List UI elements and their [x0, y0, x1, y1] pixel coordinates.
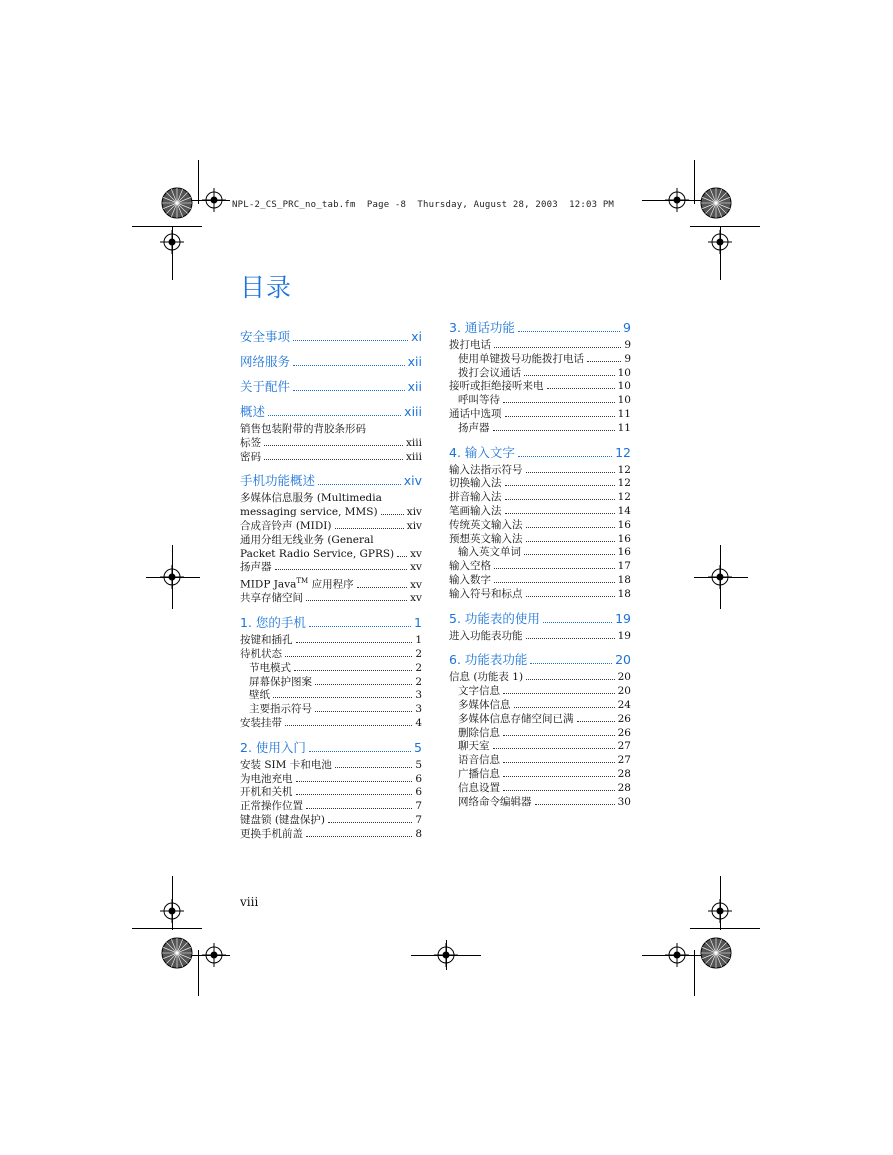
dot-leader [493, 430, 615, 431]
toc-entry-text: 通话中选项 [449, 407, 502, 420]
toc-page-number: 9 [624, 352, 631, 365]
toc-entry[interactable] [449, 560, 631, 574]
toc-entry-text: 输入符号和标点 [449, 587, 523, 600]
toc-entry-text: 合成音铃声 (MIDI) [240, 519, 332, 532]
toc-page-number: 5 [415, 758, 422, 771]
dot-leader [275, 569, 408, 570]
dot-leader [530, 663, 612, 664]
dot-leader [505, 499, 615, 500]
toc-entry-text: 拼音输入法 [449, 491, 502, 504]
toc-entry[interactable] [240, 520, 422, 534]
toc-section-heading[interactable] [449, 652, 631, 668]
toc-page-number: 19 [617, 629, 631, 642]
toc-section-heading[interactable] [240, 354, 422, 370]
dot-leader [526, 527, 615, 528]
toc-entry-text: 通用分组无线业务 (General [240, 533, 374, 546]
toc-entry-text: 销售包装附带的背胶条形码 [240, 423, 366, 435]
toc-page-number: 7 [415, 814, 422, 827]
dot-leader [318, 484, 401, 485]
dot-leader [381, 514, 404, 515]
dot-leader [293, 340, 408, 341]
toc-page-number: 17 [617, 560, 631, 573]
toc-entry[interactable] [240, 592, 422, 606]
toc-entry-text: 更换手机前盖 [240, 827, 303, 840]
toc-entry-text: 开机和关机 [240, 786, 293, 799]
toc-page-number: xi [411, 329, 422, 344]
toc-page-number: xv [410, 592, 422, 605]
dot-leader [285, 656, 412, 657]
toc-page-number: 27 [617, 754, 631, 767]
dot-leader [293, 365, 405, 366]
dot-leader [503, 762, 615, 763]
page-title: 目录 [240, 273, 293, 302]
toc-page-number: 1 [415, 634, 422, 647]
dot-leader [296, 781, 413, 782]
toc-entry-text: 呼叫等待 [458, 394, 500, 407]
toc-subentry[interactable] [449, 740, 631, 754]
toc-entry-text: 拨打会议通话 [458, 366, 521, 379]
toc-entry-text: 预想英文输入法 [449, 532, 523, 545]
dot-leader [494, 347, 621, 348]
toc-subentry[interactable] [449, 782, 631, 796]
toc-entry-text: 接听或拒绝接听来电 [449, 380, 544, 393]
toc-entry-text: 进入功能表功能 [449, 629, 523, 642]
toc-entry[interactable] [449, 533, 631, 547]
toc-entry-text: MIDP Java™ 应用程序 [240, 577, 354, 591]
toc-subentry[interactable] [449, 713, 631, 727]
toc-page-number: 10 [617, 366, 631, 379]
toc-section-heading[interactable] [240, 329, 422, 345]
dot-leader [264, 445, 403, 446]
toc-page-number: 4 [415, 717, 422, 730]
toc-page-number: 14 [617, 504, 631, 517]
toc-subentry[interactable] [240, 703, 422, 717]
dot-leader [335, 528, 404, 529]
toc-entry[interactable] [240, 648, 422, 662]
toc-page-number: xiii [406, 436, 422, 449]
toc-page-number: 12 [615, 444, 631, 460]
toc-entry-text: 3. 通话功能 [449, 320, 515, 335]
toc-entry-text: 关于配件 [240, 379, 291, 394]
dot-leader [505, 513, 615, 514]
toc-right-column [449, 320, 631, 809]
toc-page-number: 9 [623, 320, 631, 335]
toc-entry[interactable] [240, 773, 422, 787]
toc-entry[interactable] [449, 491, 631, 505]
dot-leader [503, 402, 615, 403]
toc-page-number: xiii [406, 450, 422, 463]
toc-entry-text: 安装 SIM 卡和电池 [240, 758, 332, 771]
file-slug: NPL-2_CS_PRC_no_tab.fm Page -8 Thursday, August 28, 2003 12:03 PM [232, 200, 615, 210]
toc-entry-text: 输入法指示符号 [449, 463, 523, 476]
dot-leader [306, 808, 412, 809]
toc-page-number: 26 [617, 726, 631, 739]
toc-entry-text: 壁纸 [249, 689, 270, 702]
toc-section-heading[interactable] [240, 740, 422, 756]
dot-leader [503, 790, 615, 791]
dot-leader [328, 822, 412, 823]
toc-page-number: 26 [617, 712, 631, 725]
toc-entry[interactable] [240, 575, 422, 592]
toc-page-number: xii [407, 354, 422, 369]
toc-entry-text: 文字信息 [458, 685, 500, 698]
dot-leader [543, 622, 612, 623]
dot-leader [306, 836, 412, 837]
toc-entry-text: 键盘锁 (键盘保护) [240, 814, 326, 827]
toc-page-number: 20 [617, 685, 631, 698]
toc-page-number: 30 [617, 795, 631, 808]
toc-entry[interactable] [449, 380, 631, 394]
toc-entry-text: 多媒体信息服务 (Multimedia [240, 492, 382, 505]
dot-leader [285, 725, 412, 726]
dot-leader [306, 600, 407, 601]
toc-page-number: xiv [403, 473, 422, 489]
toc-entry[interactable] [449, 671, 631, 685]
toc-subentry[interactable] [240, 676, 422, 690]
dot-leader [309, 751, 411, 752]
toc-entry[interactable] [240, 437, 422, 451]
dot-leader [535, 804, 615, 805]
toc-section-heading[interactable] [240, 379, 422, 395]
toc-entry[interactable] [449, 574, 631, 588]
toc-page-number: 12 [617, 477, 631, 490]
toc-entry-text: 扬声器 [458, 421, 490, 434]
toc-page-number: 12 [617, 491, 631, 504]
dot-leader [503, 693, 615, 694]
toc-page-number: 2 [415, 661, 422, 674]
dot-leader [524, 554, 615, 555]
toc-page-number: 11 [617, 407, 631, 420]
toc-entry[interactable] [240, 828, 422, 842]
toc-entry-text: 信息 (功能表 1) [449, 671, 524, 684]
toc-entry-text: 网络服务 [240, 354, 291, 369]
toc-entry-text: 手机功能概述 [240, 473, 316, 489]
toc-page-number: xv [410, 578, 422, 591]
toc-page-number: 2 [415, 648, 422, 661]
toc-page-number: 6 [415, 786, 422, 799]
toc-entry-text: 节电模式 [249, 661, 291, 674]
toc-left-column [240, 320, 422, 842]
toc-section-heading[interactable] [240, 404, 422, 420]
toc-entry-text: 6. 功能表功能 [449, 652, 528, 668]
toc-page-number: 3 [415, 703, 422, 716]
toc-page-number: 3 [415, 689, 422, 702]
toc-section-heading[interactable] [449, 611, 631, 627]
toc-page-number: 19 [615, 610, 631, 626]
toc-subentry[interactable] [240, 689, 422, 703]
dot-leader [514, 707, 615, 708]
toc-entry-text: 输入数字 [449, 573, 491, 586]
dot-leader [493, 748, 615, 749]
toc-entry-line[interactable] [240, 423, 422, 437]
dot-leader [526, 472, 615, 473]
toc-entry-text: 屏幕保护图案 [249, 675, 312, 688]
toc-page-number: 16 [617, 518, 631, 531]
toc-entry-text: 聊天室 [458, 740, 490, 753]
toc-page-number: 12 [617, 463, 631, 476]
toc-entry-text: 信息设置 [458, 781, 500, 794]
toc-page-number: 28 [617, 781, 631, 794]
toc-entry-text: 多媒体信息 [458, 698, 511, 711]
toc-entry-line[interactable] [240, 492, 422, 506]
toc-subentry[interactable] [449, 754, 631, 768]
toc-entry-text: 删除信息 [458, 726, 500, 739]
dot-leader [518, 456, 612, 457]
toc-entry[interactable] [240, 561, 422, 575]
toc-section-heading[interactable] [449, 445, 631, 461]
dot-leader [494, 582, 615, 583]
toc-entry-text: Packet Radio Service, GPRS) [240, 547, 395, 560]
toc-section-heading[interactable] [449, 320, 631, 336]
toc-page-number: 5 [414, 739, 422, 755]
toc-page-number: 18 [617, 587, 631, 600]
dot-leader [264, 459, 403, 460]
dot-leader [503, 776, 615, 777]
toc-entry[interactable] [449, 588, 631, 602]
dot-leader [526, 541, 615, 542]
toc-entry-text: 共享存储空间 [240, 592, 303, 605]
toc-page-number: 20 [615, 652, 631, 668]
toc-page-number: xiv [406, 519, 422, 532]
toc-subentry[interactable] [449, 699, 631, 713]
toc-page-number: 28 [617, 767, 631, 780]
toc-entry[interactable] [240, 506, 422, 520]
dot-leader [357, 587, 408, 588]
page-number: viii [240, 895, 259, 909]
toc-page-number: 18 [617, 573, 631, 586]
toc-entry-text: 传统英文输入法 [449, 518, 523, 531]
toc-subentry[interactable] [449, 367, 631, 381]
toc-page-number: 10 [617, 394, 631, 407]
dot-leader [505, 485, 615, 486]
toc-entry-text: 多媒体信息存储空间已满 [458, 712, 574, 725]
toc-entry-text: 笔画输入法 [449, 504, 502, 517]
dot-leader [587, 361, 621, 362]
toc-entry[interactable] [240, 814, 422, 828]
dot-leader [526, 596, 615, 597]
toc-page-number: 20 [617, 671, 631, 684]
dot-leader [526, 679, 615, 680]
toc-entry-text: 2. 使用入门 [240, 739, 306, 755]
toc-subentry[interactable] [449, 546, 631, 560]
dot-leader [293, 390, 405, 391]
toc-subentry[interactable] [449, 685, 631, 699]
toc-subentry[interactable] [449, 353, 631, 367]
toc-entry-text: messaging service, MMS) [240, 506, 378, 519]
toc-entry-text: 概述 [240, 404, 266, 419]
toc-subentry[interactable] [449, 422, 631, 436]
toc-entry[interactable] [240, 717, 422, 731]
toc-entry-text: 输入空格 [449, 560, 491, 573]
toc-page-number: xii [407, 379, 422, 394]
toc-entry[interactable] [240, 634, 422, 648]
toc-entry[interactable] [240, 451, 422, 465]
toc-page-number: xv [410, 547, 422, 560]
dot-leader [294, 670, 412, 671]
toc-entry-text: 输入英文单词 [458, 546, 521, 559]
toc-entry-text: 安装挂带 [240, 717, 282, 730]
dot-leader [268, 415, 401, 416]
toc-entry[interactable] [240, 548, 422, 562]
toc-subentry[interactable] [449, 394, 631, 408]
toc-entry[interactable] [449, 519, 631, 533]
dot-leader [273, 697, 412, 698]
toc-page-number: 7 [415, 800, 422, 813]
toc-page-number: 2 [415, 675, 422, 688]
toc-page-number: 11 [617, 421, 631, 434]
toc-page-number: 1 [414, 615, 422, 631]
dot-leader [296, 642, 413, 643]
dot-leader [315, 684, 412, 685]
toc-page-number: xiii [404, 404, 422, 419]
toc-entry[interactable] [449, 339, 631, 353]
toc-subentry[interactable] [240, 662, 422, 676]
toc-entry-text: 密码 [240, 450, 261, 463]
toc-entry-line[interactable] [240, 534, 422, 548]
toc-page-number: 16 [617, 532, 631, 545]
toc-entry-text: 使用单键拨号功能拨打电话 [458, 352, 584, 365]
toc-entry-text: 扬声器 [240, 561, 272, 574]
dot-leader [526, 638, 615, 639]
dot-leader [503, 735, 615, 736]
dot-leader [315, 711, 412, 712]
toc-entry-text: 正常操作位置 [240, 800, 303, 813]
toc-entry-text: 按键和插孔 [240, 634, 293, 647]
toc-page-number: 27 [617, 740, 631, 753]
toc-entry[interactable] [449, 505, 631, 519]
toc-entry-text: 语音信息 [458, 754, 500, 767]
toc-entry[interactable] [449, 477, 631, 491]
toc-entry[interactable] [449, 464, 631, 478]
dot-leader [494, 568, 615, 569]
toc-entry-text: 5. 功能表的使用 [449, 610, 540, 626]
toc-entry-text: 网络命令编辑器 [458, 795, 532, 808]
toc-entry-text: 安全事项 [240, 329, 291, 344]
toc-section-heading[interactable] [240, 473, 422, 489]
toc-page-number: 6 [415, 772, 422, 785]
toc-entry[interactable] [240, 800, 422, 814]
toc-entry-text: 4. 输入文字 [449, 444, 515, 460]
toc-entry-text: 拨打电话 [449, 339, 491, 351]
dot-leader [505, 416, 615, 417]
dot-leader [518, 331, 620, 332]
toc-entry-text: 1. 您的手机 [240, 615, 306, 631]
toc-entry-text: 广播信息 [458, 767, 500, 780]
toc-entry[interactable] [449, 408, 631, 422]
toc-entry-text: 标签 [240, 436, 261, 449]
toc-page-number: 10 [617, 380, 631, 393]
toc-entry-text: 切换输入法 [449, 477, 502, 490]
toc-subentry[interactable] [449, 768, 631, 782]
toc-page-number: 16 [617, 546, 631, 559]
dot-leader [309, 626, 411, 627]
dot-leader [524, 375, 615, 376]
toc-entry-text: 待机状态 [240, 648, 282, 661]
toc-entry-text: 主要指示符号 [249, 703, 312, 716]
toc-page-number: xiv [406, 506, 422, 519]
toc-page-number: 9 [624, 339, 631, 351]
dot-leader [577, 721, 615, 722]
dot-leader [397, 556, 407, 557]
dot-leader [335, 767, 413, 768]
toc-subentry[interactable] [449, 796, 631, 810]
dot-leader [547, 388, 615, 389]
toc-section-heading[interactable] [240, 615, 422, 631]
toc-entry[interactable] [240, 786, 422, 800]
toc-entry-text: 为电池充电 [240, 772, 293, 785]
toc-entry[interactable] [449, 630, 631, 644]
toc-page-number: xv [410, 561, 422, 574]
toc-entry[interactable] [240, 759, 422, 773]
toc-page-number: 8 [415, 827, 422, 840]
toc-subentry[interactable] [449, 727, 631, 741]
dot-leader [296, 794, 413, 795]
toc-page-number: 24 [617, 698, 631, 711]
